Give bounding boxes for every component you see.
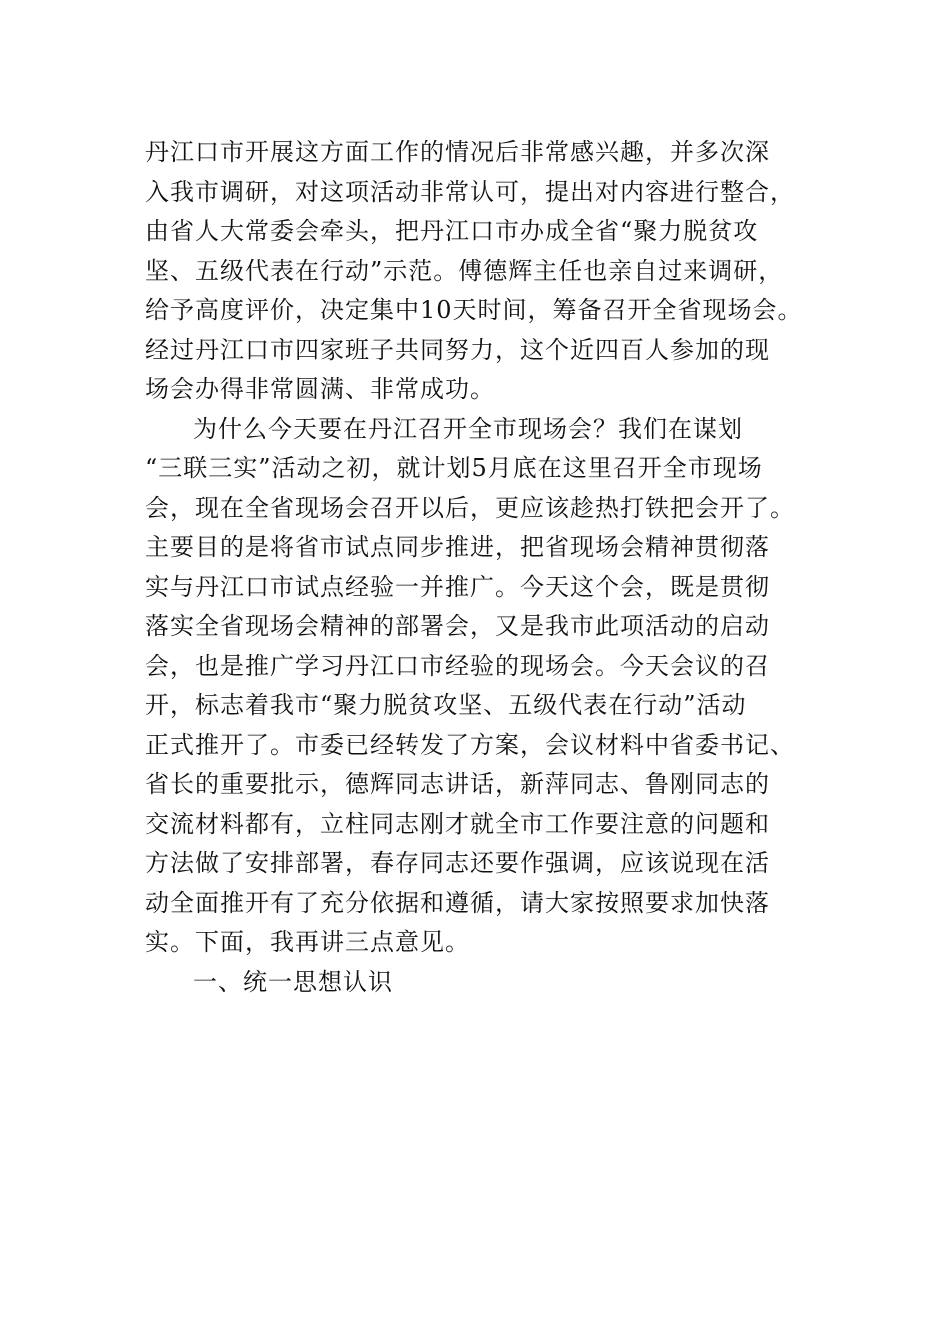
text-line: 开，标志着我市“聚力脱贫攻坚、五级代表在行动”活动	[145, 691, 747, 719]
section-heading: 一、统一思想认识	[193, 967, 393, 996]
text-line: 会，现在全省现场会召开以后，更应该趁热打铁把会开了。	[145, 493, 795, 522]
document-body	[145, 133, 825, 1002]
text-line: 场会办得非常圆满、非常成功。	[145, 375, 495, 403]
text-line: 由省人大常委会牵头，把丹江口市办成全省“聚力脱贫攻	[145, 217, 759, 245]
text-line: 省长的重要批示，德辉同志讲话，新萍同志、鲁刚同志的	[145, 770, 770, 798]
text-line: 实。下面，我再讲三点意见。	[145, 928, 470, 956]
text-line: 正式推开了。市委已经转发了方案，会议材料中省委书记、	[145, 730, 795, 759]
text-line: 经过丹江口市四家班子共同努力，这个近四百人参加的现	[145, 335, 770, 364]
text-line: 会，也是推广学习丹江口市经验的现场会。今天会议的召	[145, 651, 770, 680]
paragraph-1	[145, 133, 825, 410]
text-line: 实与丹江口市试点经验一并推广。今天这个会，既是贯彻	[145, 572, 770, 601]
text-line: 方法做了安排部署，春存同志还要作强调，应该说现在活	[145, 849, 770, 877]
text-line: 坚、五级代表在行动”示范。傅德辉主任也亲自过来调研，	[145, 256, 784, 285]
text-line: 为什么今天要在丹江召开全市现场会？我们在谋划	[193, 414, 743, 443]
text-line: 入我市调研，对这项活动非常认可，提出对内容进行整合，	[145, 177, 795, 206]
text-line: 丹江口市开展这方面工作的情况后非常感兴趣，并多次深	[145, 138, 770, 166]
text-line: 交流材料都有，立柱同志刚才就全市工作要注意的问题和	[145, 809, 770, 838]
text-line: 主要目的是将省市试点同步推进，把省现场会精神贯彻落	[145, 533, 770, 561]
paragraph-2	[145, 410, 825, 963]
text-line: 落实全省现场会精神的部署会，又是我市此项活动的启动	[145, 612, 770, 640]
text-line: “三联三实”活动之初，就计划5月底在这里召开全市现场	[145, 454, 763, 482]
text-line: 给予高度评价，决定集中10天时间，筹备召开全省现场会。	[145, 296, 803, 324]
text-line: 动全面推开有了充分依据和遵循，请大家按照要求加快落	[145, 888, 770, 917]
